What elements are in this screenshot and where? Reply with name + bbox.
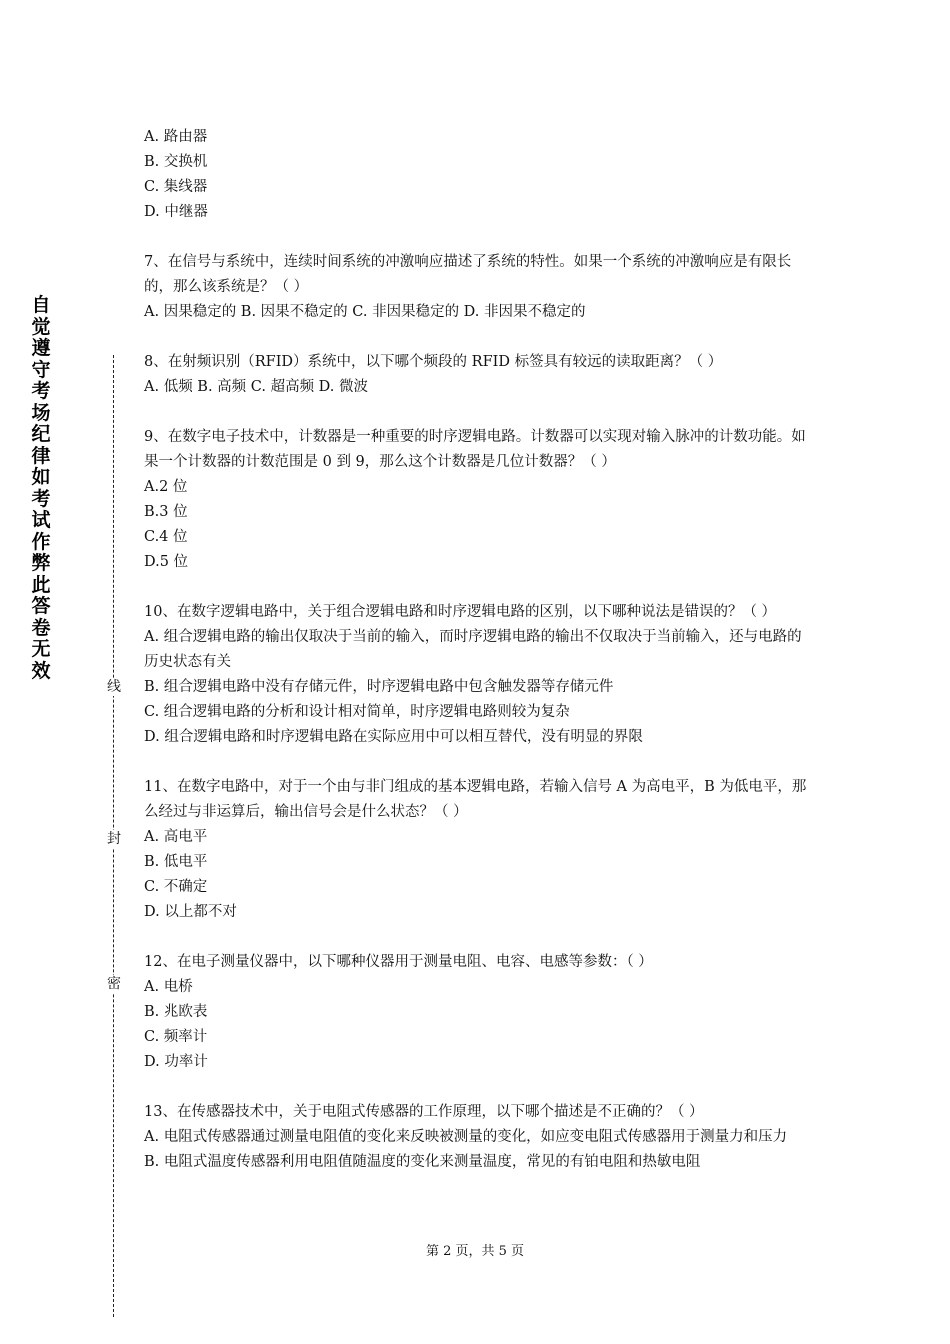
question-7 xyxy=(144,250,816,325)
option: A.2 位 xyxy=(144,479,188,495)
option: B. 兆欧表 xyxy=(144,1004,208,1020)
option: C.4 位 xyxy=(144,529,188,545)
option: A. 高电平 xyxy=(144,829,208,845)
option: B. 交换机 xyxy=(144,154,208,170)
option: C. 集线器 xyxy=(144,179,208,195)
option: C. 不确定 xyxy=(144,879,208,895)
option: D. 功率计 xyxy=(144,1054,208,1070)
binding-mark-secret: 密 xyxy=(104,975,124,993)
question-stem: 11、在数字电路中，对于一个由与非门组成的基本逻辑电路，若输入信号 A 为高电平，B 为低电平，那么经过与非运算后，输出信号会是什么状态？（ ） xyxy=(144,779,807,820)
question-stem: 13、在传感器技术中，关于电阻式传感器的工作原理，以下哪个描述是不正确的？（ ） xyxy=(144,1104,704,1120)
binding-mark-line: 线 xyxy=(104,678,124,696)
question-9 xyxy=(144,425,816,575)
option: A. 电桥 xyxy=(144,979,193,995)
option: B.3 位 xyxy=(144,504,188,520)
question-13 xyxy=(144,1100,816,1175)
question-stem: 10、在数字逻辑电路中，关于组合逻辑电路和时序逻辑电路的区别，以下哪种说法是错误的？（ ） xyxy=(144,604,777,620)
option: D.5 位 xyxy=(144,554,189,570)
page-number: 第 2 页，共 5 页 xyxy=(425,1244,525,1259)
question-8 xyxy=(144,350,816,400)
exam-discipline-notice: 自觉遵守考场纪律如考试作弊此答卷无效 xyxy=(31,294,51,682)
question-11 xyxy=(144,775,816,925)
binding-mark-seal: 封 xyxy=(104,830,124,848)
option: D. 组合逻辑电路和时序逻辑电路在实际应用中可以相互替代，没有明显的界限 xyxy=(144,729,643,745)
option: B. 电阻式温度传感器利用电阻值随温度的变化来测量温度，常见的有铂电阻和热敏电阻 xyxy=(144,1154,701,1170)
question-stem: 7、在信号与系统中，连续时间系统的冲激响应描述了系统的特性。如果一个系统的冲激响应是有限长的，那么该系统是？（ ） xyxy=(144,254,792,295)
option: A. 组合逻辑电路的输出仅取决于当前的输入，而时序逻辑电路的输出不仅取决于当前输入，还与电路的历史状态有关 xyxy=(144,629,802,670)
option: C. 频率计 xyxy=(144,1029,208,1045)
exam-content xyxy=(144,125,816,1200)
option: B. 组合逻辑电路中没有存储元件，时序逻辑电路中包含触发器等存储元件 xyxy=(144,679,614,695)
option: D. 中继器 xyxy=(144,204,208,220)
option: A. 低频 B. 高频 C. 超高频 D. 微波 xyxy=(144,379,369,395)
option: B. 低电平 xyxy=(144,854,208,870)
question-12 xyxy=(144,950,816,1075)
question-6-options xyxy=(144,125,816,225)
option: A. 电阻式传感器通过测量电阻值的变化来反映被测量的变化，如应变电阻式传感器用于测量力和压力 xyxy=(144,1129,788,1145)
option: D. 以上都不对 xyxy=(144,904,237,920)
option: A. 路由器 xyxy=(144,129,208,145)
question-stem: 9、在数字电子技术中，计数器是一种重要的时序逻辑电路。计数器可以实现对输入脉冲的计数功能。如果一个计数器的计数范围是 0 到 9，那么这个计数器是几位计数器？（ ） xyxy=(144,429,806,470)
question-10 xyxy=(144,600,816,750)
question-stem: 12、在电子测量仪器中，以下哪种仪器用于测量电阻、电容、电感等参数：（ ） xyxy=(144,954,653,970)
question-stem: 8、在射频识别（RFID）系统中，以下哪个频段的 RFID 标签具有较远的读取距离？（ ） xyxy=(144,354,723,370)
option: C. 组合逻辑电路的分析和设计相对简单，时序逻辑电路则较为复杂 xyxy=(144,704,570,720)
option: A. 因果稳定的 B. 因果不稳定的 C. 非因果稳定的 D. 非因果不稳定的 xyxy=(144,304,586,320)
